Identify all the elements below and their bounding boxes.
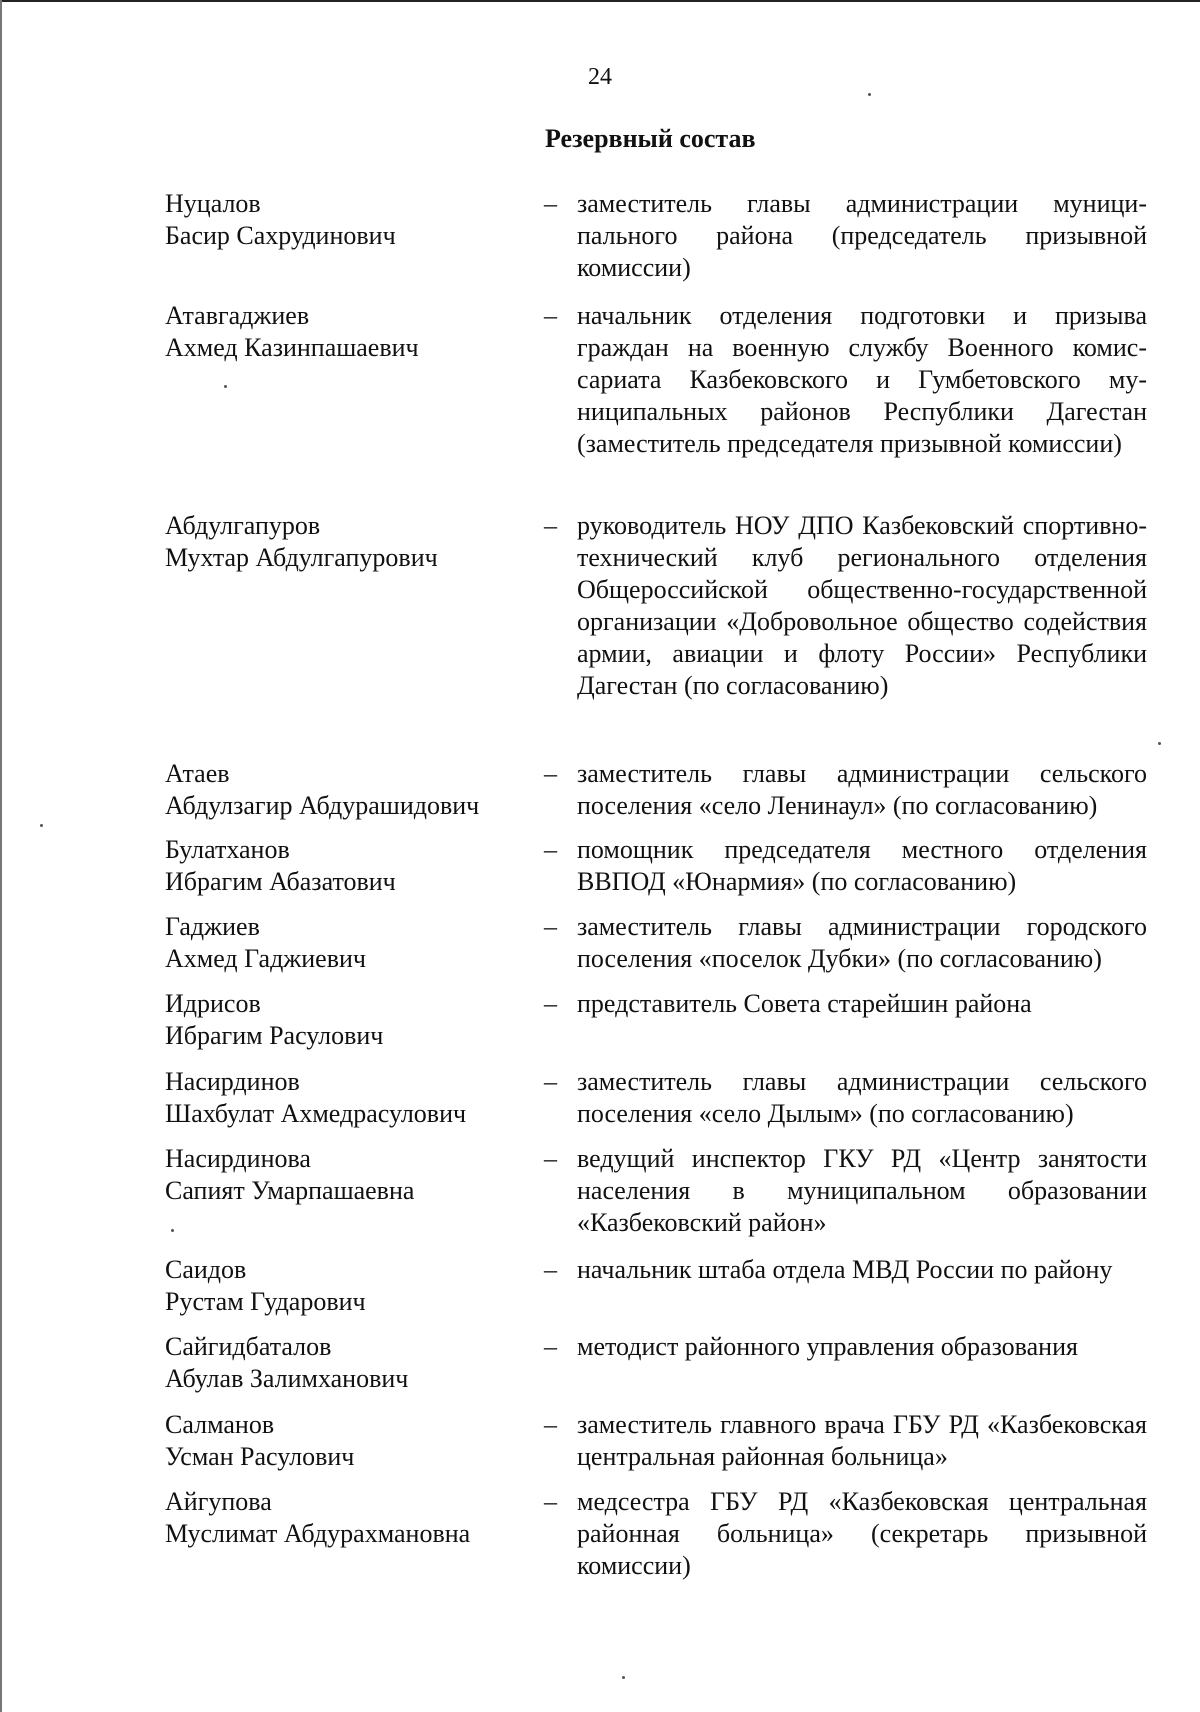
dash-separator: –: [544, 759, 557, 788]
member-person: [165, 911, 545, 975]
member-role: руководитель НОУ ДПО Казбековский спортивно-технический клуб регионального отделения Общероссийской общественно-государственной организации «Добровольное общество содействия армии, авиации и флоту России» Республики Дагестан (по согласованию): [577, 511, 1147, 700]
member-given-name: Рустам Гударович: [165, 1287, 366, 1316]
member-person: [165, 1486, 545, 1550]
member-person: [165, 758, 545, 822]
member-given-name: Ахмед Гаджиевич: [165, 944, 366, 973]
page-number: 24: [588, 64, 612, 90]
member-person: [165, 188, 545, 252]
member-role: ведущий инспектор ГКУ РД «Центр занятости населения в муниципальном образовании «Казбековский район»: [577, 1144, 1147, 1237]
member-given-name: Абулав Залимханович: [165, 1364, 409, 1393]
member-surname: Айгупова: [165, 1487, 272, 1516]
scan-speck: [1158, 742, 1161, 745]
dash-separator: –: [544, 511, 557, 540]
member-person: [165, 988, 545, 1052]
scan-speck: [622, 1676, 625, 1679]
member-given-name: Муслимат Абдурахмановна: [165, 1519, 471, 1548]
dash-separator: –: [544, 1487, 557, 1516]
member-surname: Абдулгапуров: [165, 511, 321, 540]
dash-separator: –: [544, 1144, 557, 1173]
dash-separator: –: [544, 1067, 557, 1096]
member-surname: Насирдинов: [165, 1067, 300, 1096]
member-role: медсестра ГБУ РД «Казбековская центральная районная больница» (секретарь призывной комиссии): [577, 1487, 1147, 1580]
member-person: [165, 1143, 545, 1207]
scan-edge-top: [0, 0, 1200, 2]
member-surname: Гаджиев: [165, 912, 260, 941]
member-surname: Саидов: [165, 1255, 247, 1284]
member-given-name: Басир Сахрудинович: [165, 221, 396, 250]
scan-speck: [40, 824, 43, 827]
member-role: начальник отделения подготовки и призыва граждан на военную службу Военного комиссариата Казбековского и Гумбетовского муниципальных районов Республики Дагестан (заместитель председателя призывной комиссии): [577, 301, 1147, 458]
dash-separator: –: [544, 1410, 557, 1439]
member-role: начальник штаба отдела МВД России по району: [577, 1255, 1113, 1284]
member-surname: Нуцалов: [165, 189, 261, 218]
member-person: [165, 1331, 545, 1395]
member-surname: Атавгаджиев: [165, 301, 310, 330]
member-surname: Идрисов: [165, 989, 261, 1018]
member-surname: Булатханов: [165, 835, 290, 864]
member-role: заместитель главы администрации сельского поселения «село Дылым» (по согласованию): [577, 1067, 1147, 1128]
member-role: заместитель главы администрации муниципального района (председатель призывной комиссии): [577, 189, 1147, 282]
member-given-name: Сапият Умарпашаевна: [165, 1176, 415, 1205]
member-role: помощник председателя местного отделения ВВПОД «Юнармия» (по согласованию): [577, 835, 1147, 896]
scan-edge-left: [0, 0, 2, 1712]
dash-separator: –: [544, 1255, 557, 1284]
member-role: представитель Совета старейшин района: [577, 989, 1032, 1018]
member-given-name: Мухтар Абдулгапурович: [165, 543, 438, 572]
dash-separator: –: [544, 1332, 557, 1361]
member-person: [165, 510, 545, 574]
member-person: [165, 300, 545, 364]
member-surname: Насирдинова: [165, 1144, 311, 1173]
dash-separator: –: [544, 835, 557, 864]
member-role: заместитель главного врача ГБУ РД «Казбековская центральная районная больница»: [577, 1410, 1147, 1471]
scan-speck: [868, 93, 871, 96]
dash-separator: –: [544, 301, 557, 330]
member-given-name: Усман Расулович: [165, 1442, 355, 1471]
member-given-name: Абдулзагир Абдурашидович: [165, 791, 480, 820]
member-given-name: Ибрагим Абазатович: [165, 867, 396, 896]
member-person: [165, 1409, 545, 1473]
member-surname: Сайгидбаталов: [165, 1332, 332, 1361]
member-surname: Атаев: [165, 759, 230, 788]
member-person: [165, 1066, 545, 1130]
section-title: Резервный состав: [545, 124, 756, 153]
dash-separator: –: [544, 989, 557, 1018]
member-given-name: Шахбулат Ахмедрасулович: [165, 1099, 467, 1128]
member-role: заместитель главы администрации сельского поселения «село Ленинаул» (по согласованию): [577, 759, 1147, 820]
member-role: заместитель главы администрации городского поселения «поселок Дубки» (по согласованию): [577, 912, 1147, 973]
member-person: [165, 1254, 545, 1318]
dash-separator: –: [544, 189, 557, 218]
member-person: [165, 834, 545, 898]
member-given-name: Ахмед Казинпашаевич: [165, 333, 419, 362]
member-role: методист районного управления образования: [577, 1332, 1078, 1361]
scan-speck: [171, 1229, 174, 1232]
member-given-name: Ибрагим Расулович: [165, 1021, 384, 1050]
dash-separator: –: [544, 912, 557, 941]
scan-speck: [224, 385, 227, 388]
member-surname: Салманов: [165, 1410, 275, 1439]
